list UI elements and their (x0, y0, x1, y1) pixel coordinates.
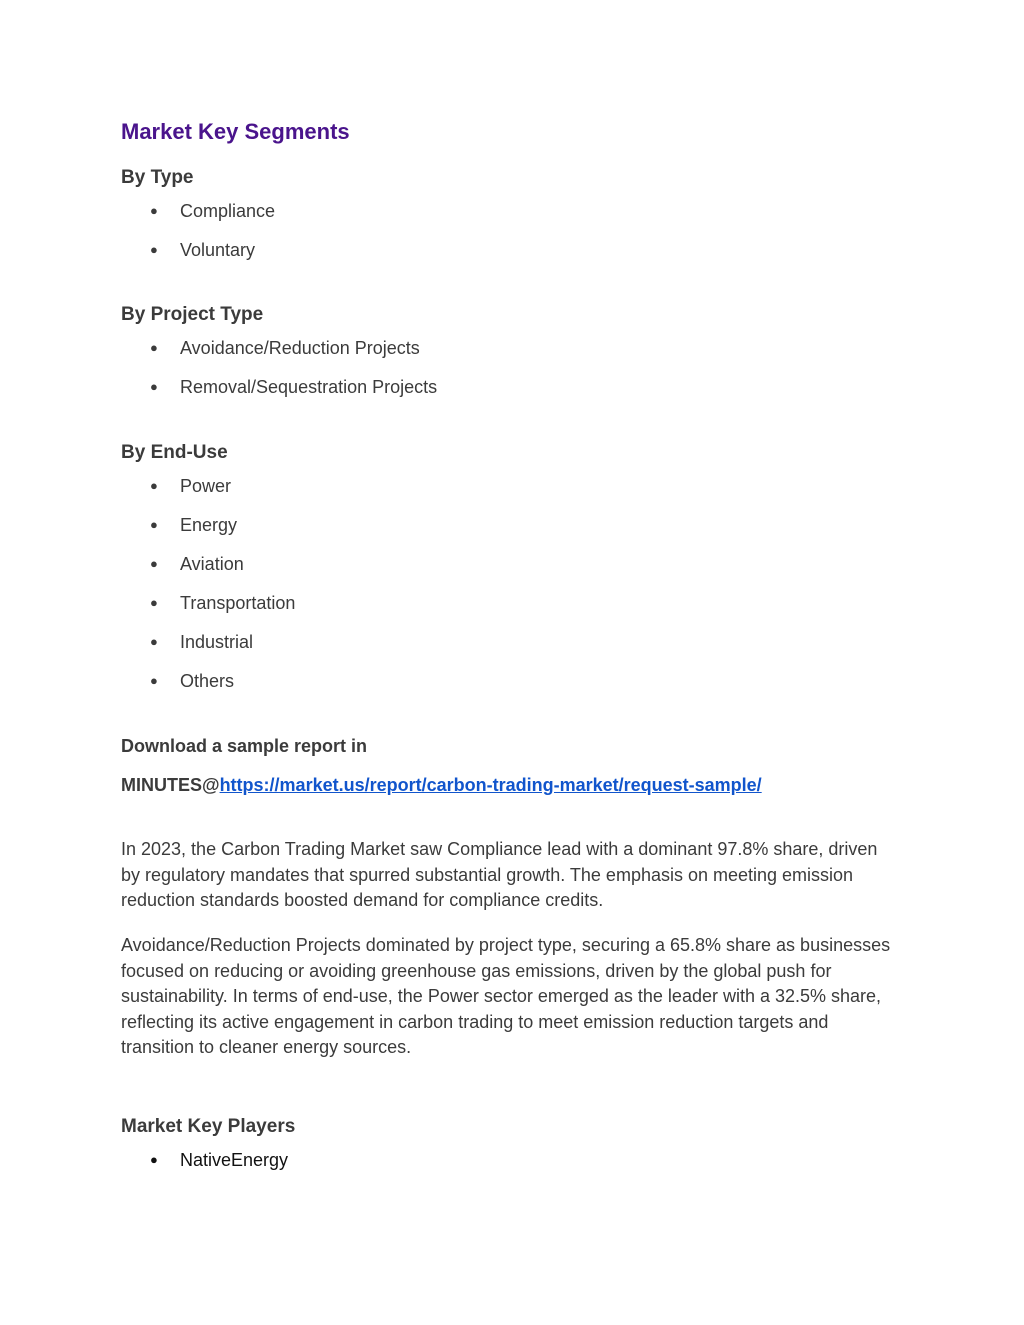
summary-paragraph-2: Avoidance/Reduction Projects dominated by project type, securing a 65.8% share as businesses focused on reducing or avoiding greenhouse gas emissions, driven by the global push for sustainability. In terms of end-use, the Power sector emerged as the leader with a 32.5% share, reflecting its active engagement in carbon trading to meet emission reduction targets and transition to cleaner energy sources. (121, 935, 891, 1058)
bullet-icon: ● (150, 340, 158, 355)
sample-report-link[interactable]: https://market.us/report/carbon-trading-market/request-sample/ (219, 775, 762, 795)
bullet-icon: ● (150, 556, 158, 571)
bullet-icon: ● (150, 379, 158, 394)
list-item: ● Avoidance/Reduction Projects (150, 338, 420, 358)
section-heading-by-type: By Type (121, 167, 194, 188)
section-heading-key-players: Market Key Players (121, 1116, 296, 1137)
summary-paragraph-1: In 2023, the Carbon Trading Market saw Compliance lead with a dominant 97.8% share, driven by regulatory mandates that spurred substantial growth. The emphasis on meeting emission reduction standards boosted demand for compliance credits. (121, 839, 878, 911)
list-item: ● Industrial (150, 632, 254, 652)
bullet-icon: ● (150, 242, 158, 257)
list-item: ● Power (150, 476, 232, 496)
section-heading-by-end-use: By End-Use (121, 442, 228, 463)
section-heading-by-project-type: By Project Type (121, 304, 264, 325)
bullet-icon: ● (150, 1152, 158, 1167)
bullet-icon: ● (150, 478, 158, 493)
bullet-icon: ● (150, 517, 158, 532)
bullet-icon: ● (150, 673, 158, 688)
download-text: Download a sample report in (121, 736, 368, 756)
list-item: ● Voluntary (150, 240, 256, 260)
list-item: ● NativeEnergy (150, 1150, 289, 1170)
list-item: ● Energy (150, 515, 238, 535)
page-title: Market Key Segments (121, 119, 350, 144)
list-item: ● Removal/Sequestration Projects (150, 377, 438, 397)
download-prefix: MINUTES@ (121, 775, 220, 795)
bullet-icon: ● (150, 203, 158, 218)
list-item: ● Aviation (150, 554, 244, 574)
list-item: ● Transportation (150, 593, 296, 613)
bullet-icon: ● (150, 634, 158, 649)
list-item: ● Others (150, 671, 235, 691)
download-link-line (121, 775, 762, 796)
bullet-icon: ● (150, 595, 158, 610)
list-item: ● Compliance (150, 201, 276, 221)
